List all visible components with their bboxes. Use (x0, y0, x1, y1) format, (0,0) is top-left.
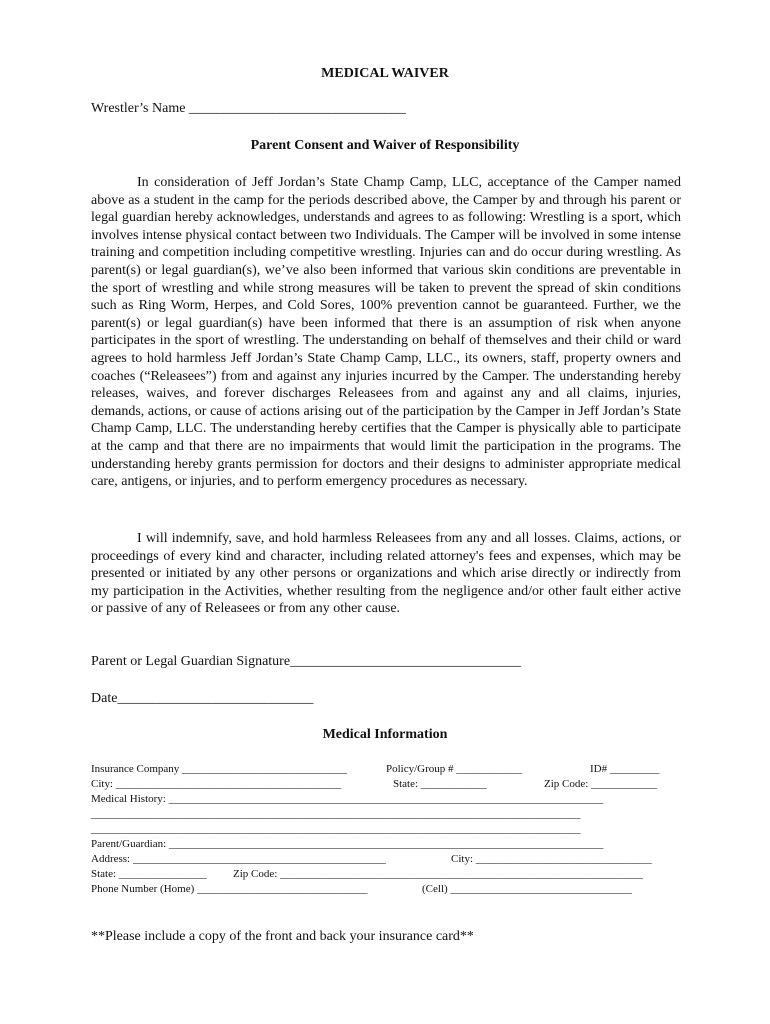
address-zip-field[interactable]: Zip Code: __________________________________________________________________ (233, 868, 644, 880)
address-city-field[interactable]: City: ________________________________ (451, 853, 652, 865)
date-field[interactable]: Date____________________________ (91, 691, 314, 706)
policy-group-field[interactable]: Policy/Group # ____________ (386, 763, 523, 775)
parent-guardian-field[interactable]: Parent/Guardian: _______________________________________________________________________________ (91, 838, 604, 850)
medical-history-line-3[interactable]: _________________________________________________________________________________________ (91, 823, 581, 835)
id-field[interactable]: ID# _________ (590, 763, 660, 775)
home-phone-field[interactable]: Phone Number (Home) _______________________________ (91, 883, 368, 895)
address-state-field[interactable]: State: ________________ (91, 868, 207, 880)
indemnity-paragraph: I will indemnify, save, and hold harmless Releasees from any and all losses. Claims, actions, or proceedings of every kind and character, including related attorney's fees and expenses, which may be presented or initiated by any other persons or organizations and which arise directly or indirectly from my participation in the Activities, whether resulting from the negligence and/or other fault either active or passive of any of Releasees or from any other cause. (91, 531, 681, 617)
zip-code-field[interactable]: Zip Code: ____________ (544, 778, 658, 790)
document-title: MEDICAL WAIVER (321, 66, 449, 81)
guardian-signature-field[interactable]: Parent or Legal Guardian Signature_________________________________ (91, 654, 522, 669)
address-field[interactable]: Address: ______________________________________________ (91, 853, 386, 865)
cell-phone-field[interactable]: (Cell) _________________________________ (422, 883, 632, 895)
wrestler-name-field[interactable]: Wrestler’s Name _______________________________ (91, 101, 406, 116)
consent-heading: Parent Consent and Waiver of Responsibility (250, 138, 520, 153)
city-field[interactable]: City: _________________________________________ (91, 778, 342, 790)
medical-info-heading: Medical Information (322, 727, 448, 742)
medical-history-line-2[interactable]: _________________________________________________________________________________________ (91, 808, 581, 820)
medical-history-field[interactable]: Medical History: _______________________________________________________________________________ (91, 793, 604, 805)
state-field[interactable]: State: ____________ (393, 778, 487, 790)
consent-paragraph: In consideration of Jeff Jordan’s State Champ Camp, LLC, acceptance of the Camper named above as a student in the camp for the periods described above, the Camper by and through his parent or legal guardian hereby acknowledges, understands and agrees to as following: Wrestling is a sport, which involves intense physical contact between two Individuals. The Camper will be involved in some intense training and competition including competitive wrestling. Injuries can and do occur during wrestling. As parent(s) or legal guardian(s), we’ve also been informed that various skin conditions are preventable in the sport of wrestling and while strong measures will be taken to prevent the spread of skin conditions such as Ring Worm, Herpes, and Cold Sores, 100% prevention cannot be guaranteed. Further, we the parent(s) or legal guardian(s) have been informed that there is an assumption of risk when anyone participates in the sport of wrestling. The understanding on behalf of themselves and their child or ward agrees to hold harmless Jeff Jordan’s State Champ Camp, LLC., its owners, staff, property owners and coaches (“Releasees”) from and against any injuries incurred by the Camper. The understanding hereby releases, waives, and forever discharges Releasees from and against any and all claims, injuries, demands, actions, or cause of actions arising out of the participation by the Camper in Jeff Jordan’s State Champ Camp, LLC. The understanding hereby certifies that the Camper is physically able to participate at the camp and that there are no impairments that would limit the participation in the programs. The understanding hereby grants permission for doctors and their designs to administer appropriate medical care, antigens, or injuries, and to perform emergency procedures as necessary. (91, 175, 681, 490)
insurance-card-note: **Please include a copy of the front and back your insurance card** (91, 929, 474, 944)
insurance-company-field[interactable]: Insurance Company ______________________________ (91, 763, 348, 775)
